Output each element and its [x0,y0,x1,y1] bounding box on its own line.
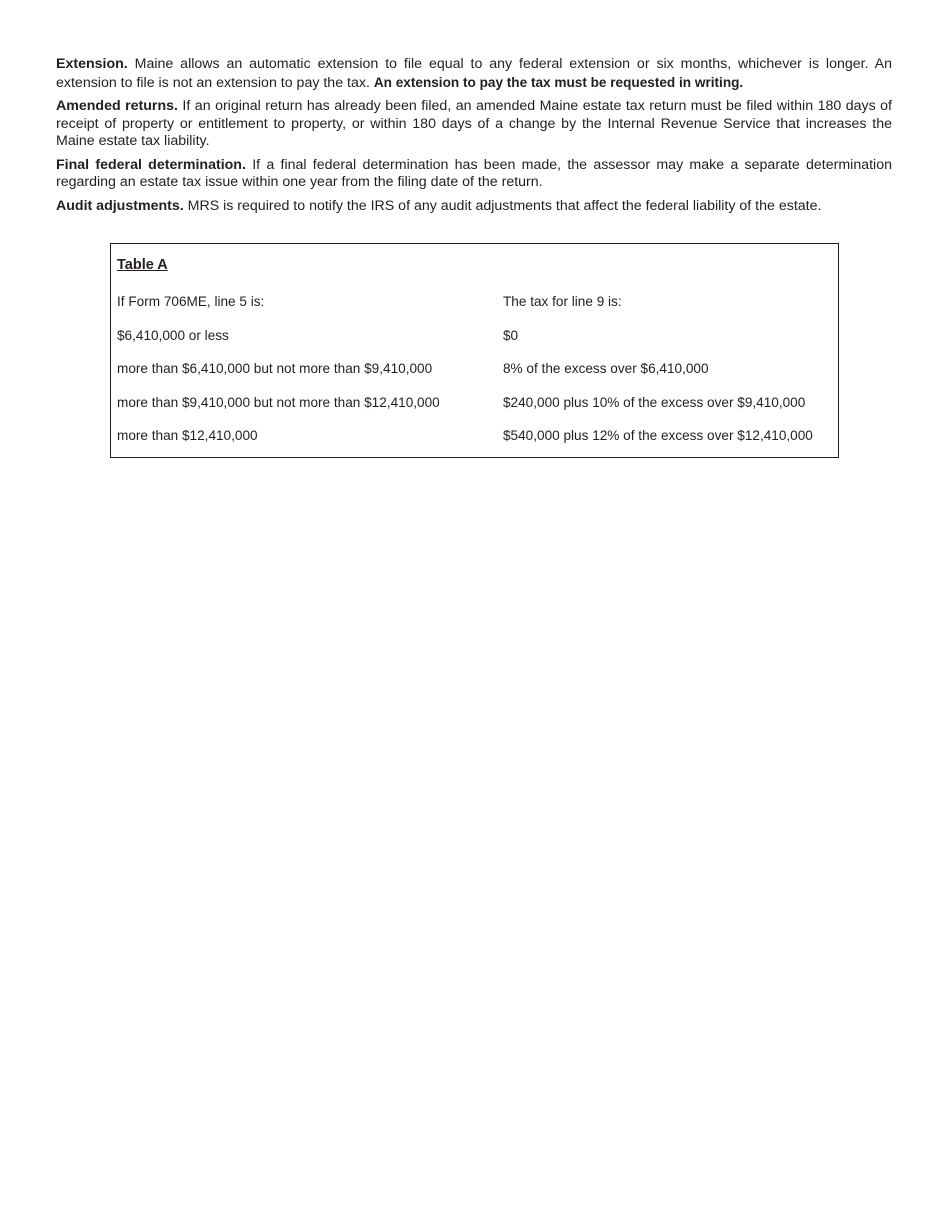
final-federal-text: If a final federal determination has been made, the assessor may make a separate determination regarding an estate tax issue within one year from the filing date of the return. [56,156,892,190]
final-federal-paragraph [56,157,892,192]
amended-returns-text: If an original return has already been filed, an amended Maine estate tax return must be filed within 180 days of receipt of property or entitlement to property, or within 180 days of a change by the Internal Revenue Service that increases the Maine estate tax liability. [56,98,893,149]
amended-returns-paragraph [56,98,892,151]
extension-paragraph [56,56,892,92]
table-row-3-bracket: more than $9,410,000 but not more than $12,410,000 [117,395,440,410]
table-row-1-tax: $0 [503,328,519,343]
audit-adjustments-text: MRS is required to notify the IRS of any audit adjustments that affect the federal liability of the estate. [183,197,822,214]
table-row-2-tax: 8% of the excess over $6,410,000 [503,361,709,376]
final-federal-heading: Final federal determination. [56,156,246,173]
extension-text: Maine allows an automatic extension to file equal to any federal extension or six months, whichever is longer. An extension to file is not an extension to pay the tax. [56,56,892,91]
table-row-4-bracket: more than $12,410,000 [117,428,258,443]
audit-adjustments-heading: Audit adjustments. [56,197,184,214]
table-row-4-tax: $540,000 plus 12% of the excess over $12,410,000 [503,428,813,443]
table-row-3-tax: $240,000 plus 10% of the excess over $9,410,000 [503,395,806,410]
extension-emphasis: An extension to pay the tax must be requested in writing. [373,74,744,90]
extension-heading: Extension. [56,56,128,72]
table-row-1-bracket: $6,410,000 or less [117,328,229,343]
instructions-text [56,56,892,221]
table-a [110,243,839,458]
table-row-2-bracket: more than $6,410,000 but not more than $9,410,000 [117,361,433,376]
audit-adjustments-paragraph [56,198,892,216]
table-header-left: If Form 706ME, line 5 is: [117,294,265,309]
table-a-title: Table A [117,257,168,273]
table-header-right: The tax for line 9 is: [503,294,622,309]
amended-returns-heading: Amended returns. [56,98,178,114]
